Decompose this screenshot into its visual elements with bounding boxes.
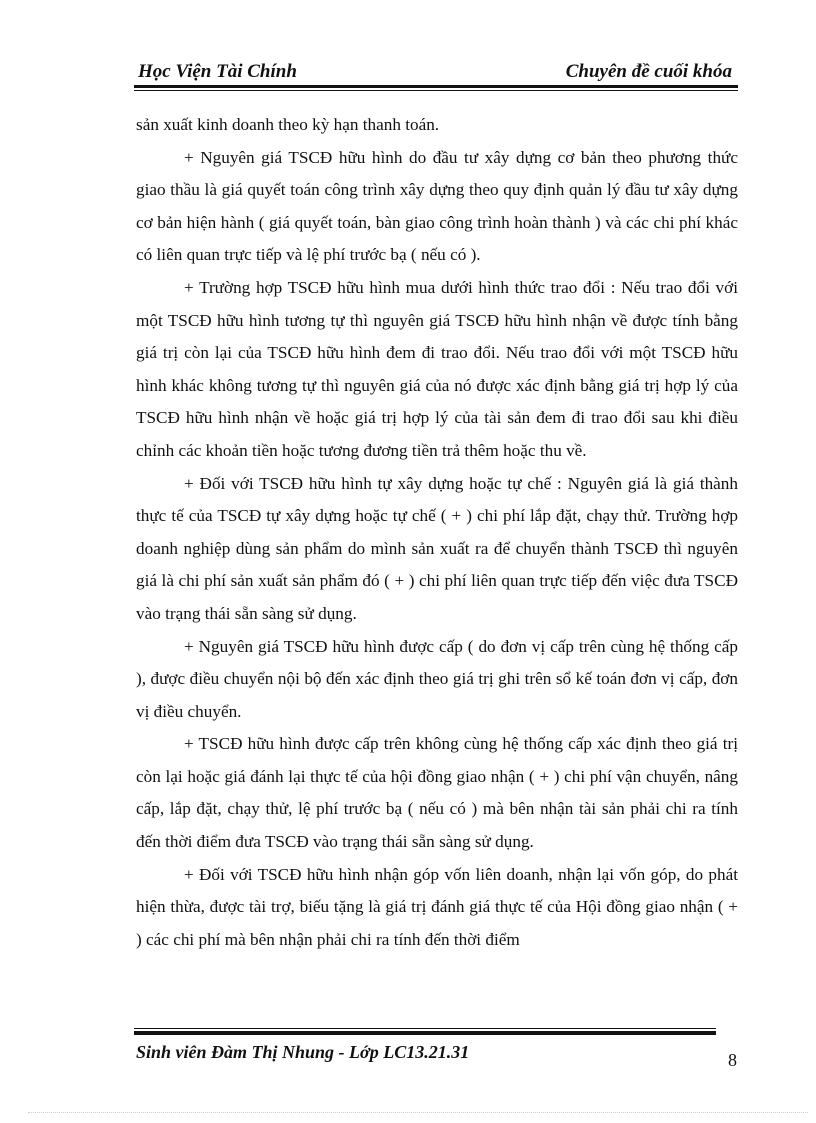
page-body [136,109,738,956]
paragraph-allocated-internal: + Nguyên giá TSCĐ hữu hình được cấp ( do đơn vị cấp trên cùng hệ thống cấp ), được điều chuyển nội bộ đến xác định theo giá trị ghi trên sổ kế toán đơn vị cấp, đơn vị điều chuyển. [136,636,738,721]
page-number: 8 [728,1050,737,1070]
footer-divider [134,1031,716,1035]
header-divider [134,85,738,88]
paragraph-allocated-external: + TSCĐ hữu hình được cấp trên không cùng hệ thống cấp xác định theo giá trị còn lại hoặc giá đánh lại thực tế của hội đồng giao nhận ( + ) chi phí vận chuyển, nâng cấp, lắp đặt, chạy thử, lệ phí trước bạ ( nếu có ) mà bên nhận tài sản phải chi ra tính đến thời điểm đưa TSCĐ vào trạng thái sẵn sàng sử dụng. [136,734,738,852]
footer-divider-thin [134,1028,716,1029]
header-document-title: Chuyên đề cuối khóa [565,61,732,82]
paragraph-self-built: + Đối với TSCĐ hữu hình tự xây dựng hoặc tự chế : Nguyên giá là giá thành thực tế của TSCĐ tự xây dựng hoặc tự chế ( + ) chi phí lắp đặt, chạy thử. Trường hợp doanh nghiệp dùng sản phẩm do mình sản xuất ra để chuyển thành TSCĐ thì nguyên giá là chi phí sản xuất sản phẩm đó ( + ) chi phí liên quan trực tiếp đến việc đưa TSCĐ vào trạng thái sẵn sàng sử dụng. [136,473,738,623]
paragraph-exchange: + Trường hợp TSCĐ hữu hình mua dưới hình thức trao đổi : Nếu trao đổi với một TSCĐ hữu hình tương tự thì nguyên giá TSCĐ hữu hình nhận về được tính bằng giá trị còn lại của TSCĐ hữu hình đem đi trao đổi. Nếu trao đổi với một TSCĐ hữu hình khác không tương tự thì nguyên giá của nó được xác định bằng giá trị hợp lý của TSCĐ hữu hình nhận về hoặc giá trị hợp lý của tài sản đem đi trao đổi sau khi điều chỉnh các khoản tiền hoặc tương đương tiền trả thêm hoặc thu về. [136,277,738,460]
paragraph-capital-contribution: + Đối với TSCĐ hữu hình nhận góp vốn liên doanh, nhận lại vốn góp, do phát hiện thừa, được tài trợ, biếu tặng là giá trị đánh giá thực tế của Hội đồng giao nhận ( + ) các chi phí mà bên nhận phải chi ra tính đến thời điểm [136,864,738,949]
paragraph-construction-cost: + Nguyên giá TSCĐ hữu hình do đầu tư xây dựng cơ bản theo phương thức giao thầu là giá quyết toán công trình xây dựng theo quy định quản lý đầu tư xây dựng cơ bản hiện hành ( giá quyết toán, bàn giao công trình hoàn thành ) và các chi phí khác có liên quan trực tiếp và lệ phí trước bạ ( nếu có ). [136,147,738,265]
header-institution: Học Viện Tài Chính [138,61,297,82]
header-divider-thin [134,90,738,91]
page-bottom-border [28,1112,808,1113]
paragraph-continuation: sản xuất kinh doanh theo kỳ hạn thanh toán. [136,115,440,134]
footer-student-info: Sinh viên Đàm Thị Nhung - Lớp LC13.21.31 [136,1042,470,1062]
